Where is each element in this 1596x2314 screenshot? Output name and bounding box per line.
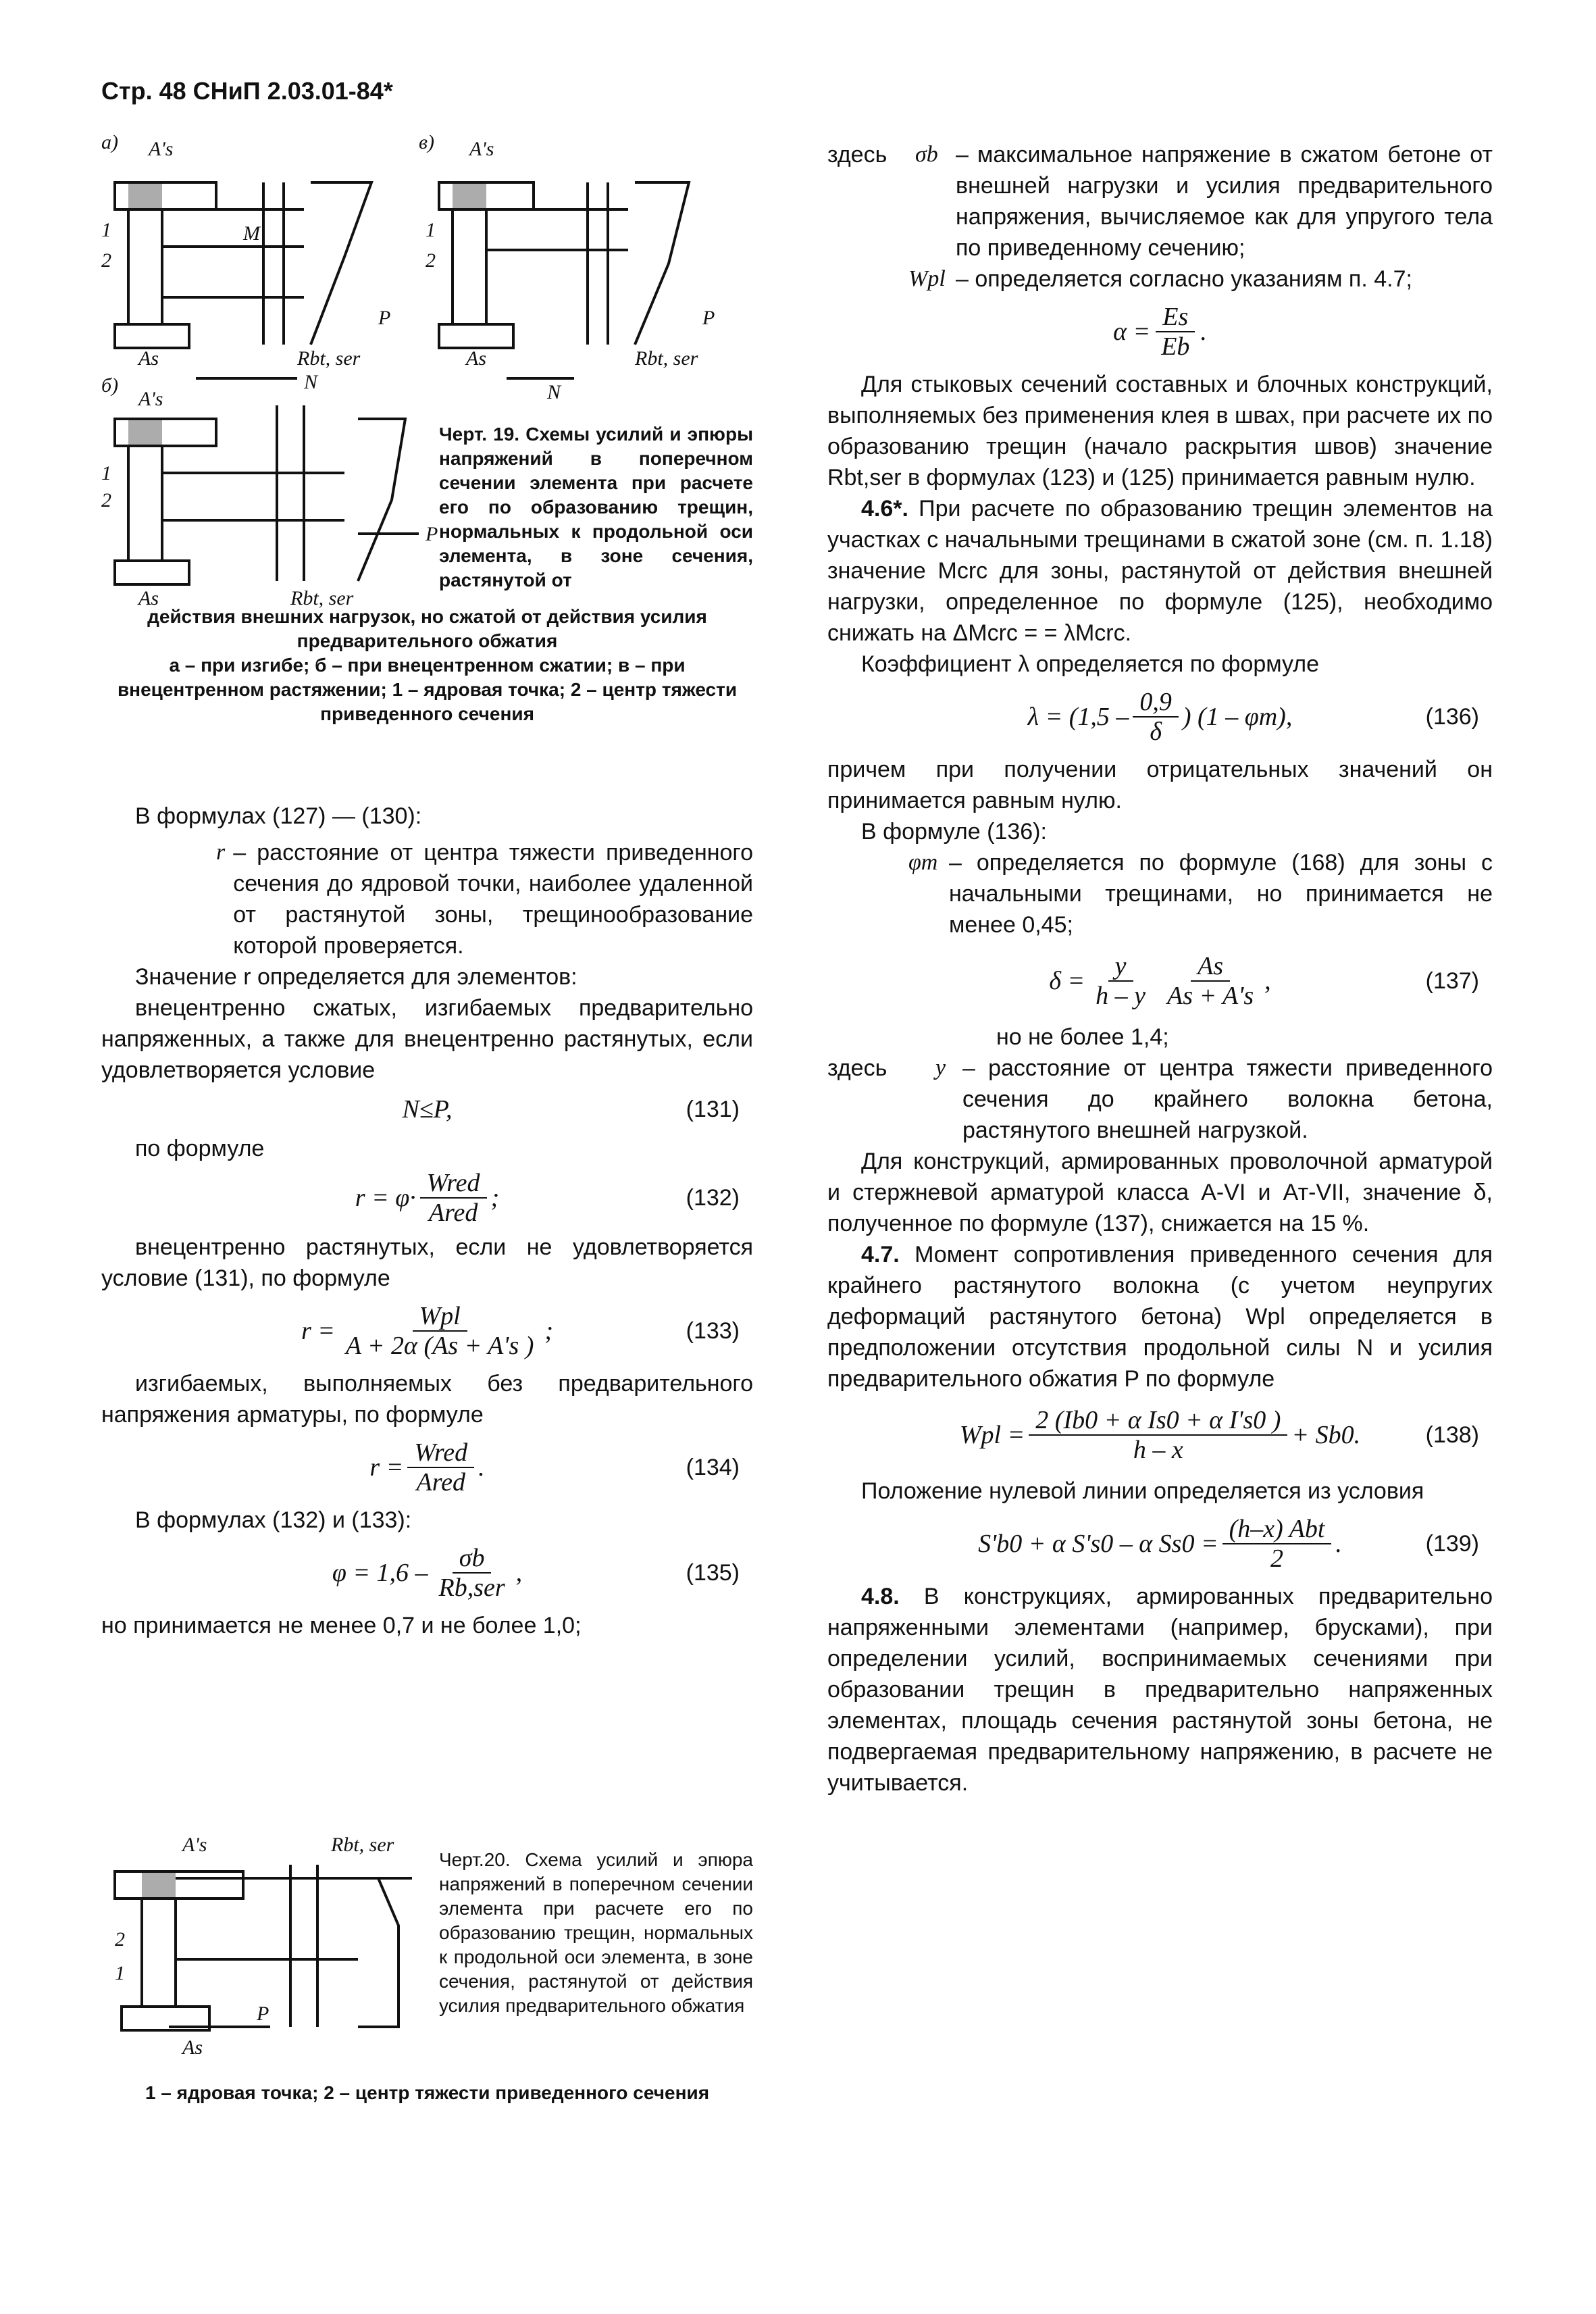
- fig20-label-r: Rbt, ser: [331, 1834, 394, 1856]
- section-4-7-text: Момент сопротивления приведенного сечения для крайнего растянутого волокна (с учетом неупругих деформаций растянутого бетона) Wpl определяется в предположении отсутствия продольной силы N и усилия предварительного обжатия P по формуле: [827, 1242, 1493, 1392]
- fig19-label-r-b: Rbt, ser: [290, 587, 354, 608]
- eq-alpha-den: Eb: [1161, 332, 1190, 361]
- eq-133: [101, 1294, 753, 1368]
- def-sigma-b-text: – максимальное напряжение в сжатом бетоне от внешней нагрузки и усилия предварительного напряжения, вычисляемое как для упругого тела по приведенному сечению;: [956, 142, 1493, 261]
- eq-134-num: Wred: [407, 1438, 474, 1468]
- eq-alpha: [827, 295, 1493, 369]
- figure-20: [101, 1824, 426, 2054]
- eq-132-num: Wred: [420, 1169, 487, 1199]
- eq-138-lhs: Wpl =: [959, 1421, 1025, 1449]
- eq-139-den: 2: [1270, 1544, 1283, 1573]
- eq-137-den2: As + A's: [1167, 982, 1254, 1010]
- def-y: [827, 1053, 1493, 1146]
- eq-136-num: 0,9: [1133, 688, 1179, 718]
- left-text: [101, 801, 753, 1641]
- eq-135-tail: ,: [515, 1559, 523, 1587]
- def-phi-m: [827, 847, 1493, 940]
- eq-135-num: σb: [453, 1544, 492, 1574]
- eq-alpha-lhs: α =: [1113, 318, 1151, 346]
- def-phi-m-symbol: φm: [908, 850, 938, 875]
- fig19-label-2-v: 2: [426, 249, 436, 272]
- def-phi-m-text: – определяется по формуле (168) для зоны с начальными трещинами, но принимается не менее 0,45;: [949, 850, 1493, 938]
- eq-132: [101, 1164, 753, 1232]
- eq-132-den: Ared: [428, 1199, 478, 1227]
- eq-135-den: Rb,ser: [438, 1574, 505, 1602]
- eq-139-num: (h–x) Abt: [1222, 1515, 1332, 1544]
- fig19-label-2-b: 2: [101, 489, 111, 511]
- right-p1: Для стыковых сечений составных и блочных конструкций, выполняемых без применения клея в швах, при расчете их по образованию трещин (начало раскрытия швов) значение Rbt,ser в формулах (123) и (125) принимается равным нулю.: [827, 372, 1493, 491]
- eq-139: [827, 1507, 1493, 1581]
- right-p6: но не более 1,4;: [996, 1024, 1169, 1050]
- eq-133-num: Wpl: [413, 1302, 467, 1332]
- right-p4: причем при получении отрицательных значений он принимается равным нулю.: [827, 757, 1493, 813]
- section-4-8-number: 4.8.: [861, 1584, 900, 1609]
- here-1: здесь: [827, 142, 887, 168]
- right-column: [827, 139, 1493, 1799]
- section-4-6-text: При расчете по образованию трещин элементов на участках с начальными трещинами в сжатой зоне (см. п. 1.18) значение Mcrc для зоны, растянутой от действия внешней нагрузки, определенное по формуле (125), необходимо снижать на ΔMcrc = = λMcrc.: [827, 496, 1493, 646]
- eq-136-den: δ: [1150, 718, 1162, 746]
- fig19-label-as-top-v: A's: [469, 138, 494, 160]
- eq-138-num: 2 (Ib0 + α Is0 + α I's0 ): [1029, 1406, 1287, 1436]
- eq-138-tail: + Sb0.: [1291, 1421, 1361, 1449]
- figure-19-caption-cont: [101, 605, 753, 726]
- section-4-6-number: 4.6*.: [861, 496, 908, 522]
- eq-139-lhs: S'b0 + α S's0 – α Ss0 =: [978, 1530, 1218, 1558]
- fig19-label-as-top-b: A's: [138, 388, 163, 410]
- eq-135: [101, 1536, 753, 1610]
- right-p2: [827, 493, 1493, 649]
- fig19-label-as-top-a: A's: [149, 138, 174, 160]
- section-4-8-text: В конструкциях, армированных предварительно напряженными элементами (например, брусками), при определении усилий, воспринимаемых сечениями при образовании трещин в предварительно напряженных элементах, площадь сечения растянутой зоны бетона, не подвергаемая предварительному напряжению, в расчете не учитывается.: [827, 1584, 1493, 1796]
- fig19-label-b: б): [101, 374, 119, 397]
- right-p10: [827, 1581, 1493, 1799]
- eq-137-num1: y: [1108, 952, 1133, 982]
- eq-137-lhs: δ =: [1049, 967, 1085, 995]
- eq-137: [827, 940, 1493, 1022]
- figure-20-caption: [439, 1848, 753, 2018]
- fig19-label-p-v: P: [702, 307, 715, 329]
- left-p3: внецентренно сжатых, изгибаемых предварительно напряженных, а также для внецентренно растянутых, если удовлетворяется условие: [101, 995, 753, 1083]
- eq-137-number: (137): [1425, 968, 1479, 994]
- def-y-text: – расстояние от центра тяжести приведенного сечения до крайнего волокна бетона, растянутого внешней нагрузкой.: [962, 1055, 1493, 1143]
- figure-20-drawing: [101, 1824, 426, 2054]
- page-header: Стр. 48 СНиП 2.03.01-84*: [101, 77, 393, 105]
- right-p7: Для конструкций, армированных проволочной арматурой и стержневой арматурой класса A-VI и Ат-VII, значение δ, полученное по формуле (137), снижается на 15 %.: [827, 1149, 1493, 1236]
- left-p8: но принимается не менее 0,7 и не более 1,0;: [101, 1613, 582, 1638]
- fig19-label-a: а): [101, 131, 118, 153]
- fig19-label-as-v: As: [466, 347, 486, 370]
- fig19-label-n-b: N: [304, 371, 318, 393]
- fig20-label-p: P: [257, 2003, 269, 2025]
- eq-alpha-num: Es: [1156, 303, 1195, 332]
- figure-19-caption-b: действия внешних нагрузок, но сжатой от действия усилия предварительного обжатия: [147, 606, 707, 651]
- figure-20-caption-text: Черт.20. Схема усилий и эпюра напряжений в поперечном сечении элемента при расчете его по образованию трещин, нормальных к продольной оси элемента, в зоне сечения, растянутой от действия усилия предварительного обжатия: [439, 1849, 753, 2016]
- left-p2: Значение r определяется для элементов:: [135, 964, 577, 990]
- fig19-label-p-a: P: [378, 307, 391, 329]
- fig19-label-as-a: As: [138, 347, 159, 370]
- eq-137-den1: h – y: [1096, 982, 1146, 1010]
- eq-134-number: (134): [686, 1455, 740, 1480]
- fig19-label-r-a: Rbt, ser: [297, 347, 361, 370]
- fig19-label-2-a: 2: [101, 249, 111, 272]
- left-p1: В формулах (127) — (130):: [135, 803, 422, 829]
- figure-20-legend: 1 – ядровая точка; 2 – центр тяжести приведенного сечения: [145, 2082, 710, 2103]
- def-sigma-b: [827, 139, 1493, 263]
- def-y-symbol: y: [935, 1055, 946, 1080]
- fig19-label-v: в): [419, 131, 435, 153]
- eq-138-number: (138): [1425, 1422, 1479, 1448]
- right-p5: В формуле (136):: [861, 819, 1047, 845]
- def-wpl: [827, 263, 1493, 295]
- eq-137-tail: ,: [1264, 967, 1271, 995]
- def-r-text: – расстояние от центра тяжести приведенного сечения до ядровой точки, наиболее удаленной от растянутой зоны, трещинообразование которой проверяется.: [233, 840, 753, 959]
- figure-19-caption-a: Черт. 19. Схемы усилий и эпюры напряжений в поперечном сечении элемента при расчете его по образованию трещин, нормальных к продольной оси элемента, в зоне сечения, растянутой от: [439, 424, 753, 590]
- eq-131-number: (131): [686, 1097, 740, 1122]
- fig19-label-1-a: 1: [101, 219, 111, 241]
- eq-136-tail: ) (1 – φm),: [1182, 703, 1293, 731]
- eq-139-number: (139): [1425, 1531, 1479, 1557]
- eq-131-body: N≤P,: [402, 1095, 453, 1124]
- eq-138: [827, 1394, 1493, 1476]
- eq-135-lhs: φ = 1,6 –: [332, 1559, 428, 1587]
- fig19-label-as-b: As: [138, 587, 159, 608]
- eq-136-lhs: λ = (1,5 –: [1027, 703, 1129, 731]
- eq-134: [101, 1430, 753, 1505]
- eq-136-number: (136): [1425, 704, 1479, 730]
- fig19-label-1-b: 1: [101, 462, 111, 484]
- figure-19-caption: [439, 422, 753, 593]
- def-wpl-symbol: Wpl: [908, 266, 946, 291]
- eq-132-tail: ;: [490, 1184, 500, 1212]
- def-sigma-b-symbol: σb: [915, 142, 938, 167]
- eq-131: [101, 1086, 753, 1133]
- fig19-label-p-b: P: [426, 523, 438, 545]
- fig20-label-1: 1: [115, 1962, 125, 1984]
- left-p6: изгибаемых, выполняемых без предварительного напряжения арматуры, по формуле: [101, 1371, 753, 1428]
- fig20-label-as-top: A's: [182, 1834, 207, 1856]
- def-r: [101, 837, 753, 961]
- eq-136: [827, 680, 1493, 754]
- eq-139-tail: .: [1335, 1530, 1342, 1558]
- right-p3: Коэффициент λ определяется по формуле: [861, 651, 1320, 677]
- eq-134-lhs: r =: [369, 1453, 404, 1482]
- eq-133-number: (133): [686, 1318, 740, 1344]
- right-p8: [827, 1239, 1493, 1394]
- eq-alpha-tail: .: [1200, 318, 1207, 346]
- left-p4: по формуле: [135, 1136, 265, 1161]
- eq-132-number: (132): [686, 1185, 740, 1211]
- def-r-symbol: r: [216, 840, 226, 865]
- def-wpl-text: – определяется согласно указаниям п. 4.7;: [956, 266, 1412, 292]
- left-p5: внецентренно растянутых, если не удовлетворяется условие (131), по формуле: [101, 1234, 753, 1291]
- left-p7: В формулах (132) и (133):: [135, 1507, 412, 1533]
- fig19-label-1-v: 1: [426, 219, 436, 241]
- eq-133-den: A + 2α (As + A's ): [345, 1332, 534, 1360]
- fig19-label-r-v: Rbt, ser: [635, 347, 698, 370]
- figure-19-legend: а – при изгибе; б – при внецентренном сжатии; в – при внецентренном растяжении; 1 – ядровая точка; 2 – центр тяжести приведенного сечения: [117, 655, 738, 724]
- eq-132-lhs: r = φ·: [355, 1184, 416, 1212]
- here-2: здесь: [827, 1055, 887, 1081]
- eq-135-number: (135): [686, 1560, 740, 1586]
- eq-133-lhs: r =: [301, 1317, 335, 1345]
- section-4-7-number: 4.7.: [861, 1242, 900, 1267]
- eq-137-num2: As: [1191, 952, 1230, 982]
- eq-134-den: Ared: [416, 1468, 465, 1496]
- eq-138-den: h – x: [1133, 1436, 1183, 1464]
- fig20-label-as: As: [182, 2036, 203, 2054]
- fig19-label-n-v: N: [547, 381, 561, 403]
- fig20-label-2: 2: [115, 1928, 125, 1951]
- right-p9: Положение нулевой линии определяется из условия: [861, 1478, 1424, 1504]
- eq-134-tail: .: [478, 1453, 485, 1482]
- fig19-label-m: M: [243, 222, 260, 245]
- eq-133-tail: ;: [544, 1317, 554, 1345]
